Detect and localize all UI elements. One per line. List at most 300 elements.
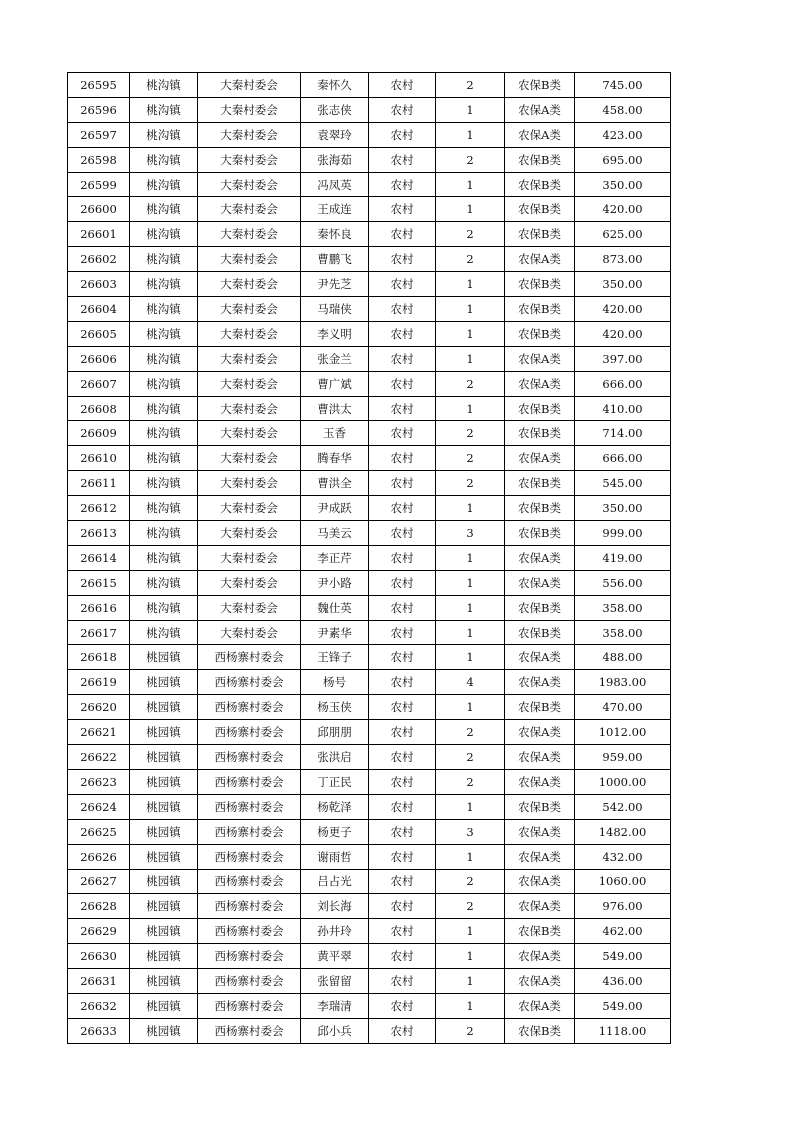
village-committee-cell: 西杨寨村委会 <box>198 745 301 770</box>
village-committee-cell: 西杨寨村委会 <box>198 919 301 944</box>
amount-cell: 432.00 <box>575 844 671 869</box>
insurance-category-cell: 农保B类 <box>505 172 575 197</box>
amount-cell: 419.00 <box>575 545 671 570</box>
household-count-cell: 1 <box>436 645 505 670</box>
amount-cell: 358.00 <box>575 620 671 645</box>
insurance-category-cell: 农保B类 <box>505 496 575 521</box>
record-number-cell: 26612 <box>68 496 130 521</box>
table-row <box>68 545 671 570</box>
town-cell: 桃园镇 <box>130 645 198 670</box>
insurance-category-cell: 农保B类 <box>505 1018 575 1043</box>
person-name-cell: 丁正民 <box>301 769 369 794</box>
area-type-cell: 农村 <box>369 421 436 446</box>
person-name-cell: 杨号 <box>301 670 369 695</box>
table-row <box>68 869 671 894</box>
village-committee-cell: 西杨寨村委会 <box>198 645 301 670</box>
amount-cell: 420.00 <box>575 197 671 222</box>
table-row <box>68 346 671 371</box>
household-count-cell: 1 <box>436 321 505 346</box>
household-count-cell: 1 <box>436 919 505 944</box>
insurance-category-cell: 农保A类 <box>505 720 575 745</box>
household-count-cell: 1 <box>436 595 505 620</box>
insurance-category-cell: 农保A类 <box>505 346 575 371</box>
record-number-cell: 26608 <box>68 396 130 421</box>
amount-cell: 488.00 <box>575 645 671 670</box>
person-name-cell: 张海茹 <box>301 147 369 172</box>
amount-cell: 625.00 <box>575 222 671 247</box>
amount-cell: 1000.00 <box>575 769 671 794</box>
person-name-cell: 尹先芝 <box>301 272 369 297</box>
record-number-cell: 26618 <box>68 645 130 670</box>
household-count-cell: 1 <box>436 396 505 421</box>
village-committee-cell: 西杨寨村委会 <box>198 769 301 794</box>
amount-cell: 358.00 <box>575 595 671 620</box>
household-count-cell: 1 <box>436 172 505 197</box>
insurance-category-cell: 农保A类 <box>505 97 575 122</box>
person-name-cell: 腾春华 <box>301 446 369 471</box>
household-count-cell: 2 <box>436 869 505 894</box>
record-number-cell: 26622 <box>68 745 130 770</box>
table-row <box>68 720 671 745</box>
town-cell: 桃园镇 <box>130 819 198 844</box>
table-row <box>68 769 671 794</box>
insurance-category-cell: 农保A类 <box>505 645 575 670</box>
household-count-cell: 1 <box>436 496 505 521</box>
area-type-cell: 农村 <box>369 745 436 770</box>
person-name-cell: 张金兰 <box>301 346 369 371</box>
table-row <box>68 172 671 197</box>
town-cell: 桃沟镇 <box>130 147 198 172</box>
village-committee-cell: 大秦村委会 <box>198 471 301 496</box>
person-name-cell: 李义明 <box>301 321 369 346</box>
area-type-cell: 农村 <box>369 844 436 869</box>
area-type-cell: 农村 <box>369 297 436 322</box>
household-count-cell: 1 <box>436 620 505 645</box>
amount-cell: 976.00 <box>575 894 671 919</box>
town-cell: 桃园镇 <box>130 695 198 720</box>
insurance-category-cell: 农保A类 <box>505 670 575 695</box>
household-count-cell: 3 <box>436 819 505 844</box>
village-committee-cell: 西杨寨村委会 <box>198 894 301 919</box>
insurance-category-cell: 农保A类 <box>505 894 575 919</box>
area-type-cell: 农村 <box>369 819 436 844</box>
amount-cell: 666.00 <box>575 446 671 471</box>
village-committee-cell: 大秦村委会 <box>198 197 301 222</box>
household-count-cell: 2 <box>436 894 505 919</box>
person-name-cell: 张洪启 <box>301 745 369 770</box>
amount-cell: 462.00 <box>575 919 671 944</box>
table-row <box>68 993 671 1018</box>
area-type-cell: 农村 <box>369 869 436 894</box>
amount-cell: 1012.00 <box>575 720 671 745</box>
insurance-category-cell: 农保A类 <box>505 545 575 570</box>
insurance-category-cell: 农保A类 <box>505 993 575 1018</box>
table-row <box>68 894 671 919</box>
area-type-cell: 农村 <box>369 919 436 944</box>
amount-cell: 410.00 <box>575 396 671 421</box>
table-row <box>68 670 671 695</box>
town-cell: 桃沟镇 <box>130 73 198 98</box>
table-row <box>68 595 671 620</box>
household-count-cell: 3 <box>436 521 505 546</box>
area-type-cell: 农村 <box>369 272 436 297</box>
household-count-cell: 1 <box>436 545 505 570</box>
household-count-cell: 2 <box>436 147 505 172</box>
household-count-cell: 1 <box>436 97 505 122</box>
amount-cell: 999.00 <box>575 521 671 546</box>
town-cell: 桃沟镇 <box>130 570 198 595</box>
table-row <box>68 97 671 122</box>
village-committee-cell: 大秦村委会 <box>198 396 301 421</box>
person-name-cell: 李瑞清 <box>301 993 369 1018</box>
insurance-category-cell: 农保A类 <box>505 122 575 147</box>
table-row <box>68 695 671 720</box>
person-name-cell: 冯凤英 <box>301 172 369 197</box>
person-name-cell: 张留留 <box>301 969 369 994</box>
town-cell: 桃园镇 <box>130 894 198 919</box>
insurance-category-cell: 农保B类 <box>505 794 575 819</box>
area-type-cell: 农村 <box>369 969 436 994</box>
table-row <box>68 371 671 396</box>
record-number-cell: 26610 <box>68 446 130 471</box>
amount-cell: 350.00 <box>575 172 671 197</box>
household-count-cell: 1 <box>436 122 505 147</box>
insurance-category-cell: 农保A类 <box>505 745 575 770</box>
person-name-cell: 吕占光 <box>301 869 369 894</box>
record-number-cell: 26599 <box>68 172 130 197</box>
record-number-cell: 26614 <box>68 545 130 570</box>
record-number-cell: 26625 <box>68 819 130 844</box>
table-row <box>68 147 671 172</box>
area-type-cell: 农村 <box>369 346 436 371</box>
amount-cell: 420.00 <box>575 321 671 346</box>
village-committee-cell: 大秦村委会 <box>198 73 301 98</box>
area-type-cell: 农村 <box>369 73 436 98</box>
village-committee-cell: 西杨寨村委会 <box>198 944 301 969</box>
person-name-cell: 张志侠 <box>301 97 369 122</box>
insurance-category-cell: 农保B类 <box>505 695 575 720</box>
record-number-cell: 26604 <box>68 297 130 322</box>
household-count-cell: 2 <box>436 1018 505 1043</box>
person-name-cell: 黄平翠 <box>301 944 369 969</box>
record-number-cell: 26631 <box>68 969 130 994</box>
household-count-cell: 2 <box>436 720 505 745</box>
person-name-cell: 尹素华 <box>301 620 369 645</box>
town-cell: 桃沟镇 <box>130 97 198 122</box>
amount-cell: 695.00 <box>575 147 671 172</box>
table-row <box>68 794 671 819</box>
amount-cell: 470.00 <box>575 695 671 720</box>
area-type-cell: 农村 <box>369 247 436 272</box>
insurance-category-cell: 农保B类 <box>505 521 575 546</box>
village-committee-cell: 大秦村委会 <box>198 545 301 570</box>
amount-cell: 420.00 <box>575 297 671 322</box>
record-number-cell: 26633 <box>68 1018 130 1043</box>
area-type-cell: 农村 <box>369 197 436 222</box>
insurance-category-cell: 农保B类 <box>505 147 575 172</box>
record-number-cell: 26627 <box>68 869 130 894</box>
village-committee-cell: 大秦村委会 <box>198 247 301 272</box>
insurance-category-cell: 农保B类 <box>505 73 575 98</box>
household-count-cell: 2 <box>436 769 505 794</box>
table-row <box>68 844 671 869</box>
area-type-cell: 农村 <box>369 147 436 172</box>
person-name-cell: 王锋子 <box>301 645 369 670</box>
insurance-category-cell: 农保B类 <box>505 620 575 645</box>
record-number-cell: 26617 <box>68 620 130 645</box>
person-name-cell: 杨玉侠 <box>301 695 369 720</box>
record-number-cell: 26603 <box>68 272 130 297</box>
area-type-cell: 农村 <box>369 471 436 496</box>
amount-cell: 959.00 <box>575 745 671 770</box>
household-count-cell: 2 <box>436 421 505 446</box>
amount-cell: 350.00 <box>575 496 671 521</box>
household-count-cell: 2 <box>436 222 505 247</box>
amount-cell: 745.00 <box>575 73 671 98</box>
town-cell: 桃园镇 <box>130 1018 198 1043</box>
village-committee-cell: 大秦村委会 <box>198 446 301 471</box>
town-cell: 桃沟镇 <box>130 321 198 346</box>
village-committee-cell: 大秦村委会 <box>198 421 301 446</box>
town-cell: 桃沟镇 <box>130 122 198 147</box>
village-committee-cell: 西杨寨村委会 <box>198 869 301 894</box>
area-type-cell: 农村 <box>369 172 436 197</box>
village-committee-cell: 大秦村委会 <box>198 147 301 172</box>
table-row <box>68 421 671 446</box>
area-type-cell: 农村 <box>369 670 436 695</box>
household-count-cell: 1 <box>436 695 505 720</box>
amount-cell: 542.00 <box>575 794 671 819</box>
town-cell: 桃沟镇 <box>130 446 198 471</box>
area-type-cell: 农村 <box>369 620 436 645</box>
table-row <box>68 496 671 521</box>
insurance-category-cell: 农保A类 <box>505 969 575 994</box>
record-number-cell: 26606 <box>68 346 130 371</box>
area-type-cell: 农村 <box>369 1018 436 1043</box>
area-type-cell: 农村 <box>369 496 436 521</box>
amount-cell: 873.00 <box>575 247 671 272</box>
table-row <box>68 396 671 421</box>
table-row <box>68 944 671 969</box>
area-type-cell: 农村 <box>369 396 436 421</box>
table-row <box>68 1018 671 1043</box>
record-number-cell: 26632 <box>68 993 130 1018</box>
record-number-cell: 26616 <box>68 595 130 620</box>
person-name-cell: 袁翠玲 <box>301 122 369 147</box>
insurance-category-cell: 农保B类 <box>505 297 575 322</box>
village-committee-cell: 大秦村委会 <box>198 122 301 147</box>
table-row <box>68 197 671 222</box>
insurance-category-cell: 农保A类 <box>505 769 575 794</box>
table-row <box>68 247 671 272</box>
village-committee-cell: 西杨寨村委会 <box>198 794 301 819</box>
table-row <box>68 521 671 546</box>
town-cell: 桃沟镇 <box>130 545 198 570</box>
town-cell: 桃园镇 <box>130 993 198 1018</box>
insurance-category-cell: 农保A类 <box>505 869 575 894</box>
person-name-cell: 秦怀久 <box>301 73 369 98</box>
area-type-cell: 农村 <box>369 645 436 670</box>
household-count-cell: 1 <box>436 944 505 969</box>
village-committee-cell: 西杨寨村委会 <box>198 969 301 994</box>
person-name-cell: 李正芹 <box>301 545 369 570</box>
insurance-category-cell: 农保B类 <box>505 471 575 496</box>
town-cell: 桃沟镇 <box>130 247 198 272</box>
person-name-cell: 秦怀良 <box>301 222 369 247</box>
table-row <box>68 919 671 944</box>
record-number-cell: 26620 <box>68 695 130 720</box>
record-number-cell: 26628 <box>68 894 130 919</box>
roster-table <box>67 72 671 1044</box>
amount-cell: 350.00 <box>575 272 671 297</box>
town-cell: 桃沟镇 <box>130 421 198 446</box>
insurance-category-cell: 农保B类 <box>505 272 575 297</box>
town-cell: 桃园镇 <box>130 969 198 994</box>
household-count-cell: 2 <box>436 247 505 272</box>
area-type-cell: 农村 <box>369 695 436 720</box>
record-number-cell: 26602 <box>68 247 130 272</box>
table-row <box>68 73 671 98</box>
household-count-cell: 1 <box>436 844 505 869</box>
household-count-cell: 1 <box>436 197 505 222</box>
insurance-category-cell: 农保B类 <box>505 421 575 446</box>
person-name-cell: 邱朋朋 <box>301 720 369 745</box>
table-row <box>68 222 671 247</box>
person-name-cell: 马瑞侠 <box>301 297 369 322</box>
town-cell: 桃沟镇 <box>130 396 198 421</box>
record-number-cell: 26597 <box>68 122 130 147</box>
village-committee-cell: 西杨寨村委会 <box>198 1018 301 1043</box>
town-cell: 桃沟镇 <box>130 297 198 322</box>
insurance-category-cell: 农保B类 <box>505 396 575 421</box>
household-count-cell: 4 <box>436 670 505 695</box>
person-name-cell: 曹广斌 <box>301 371 369 396</box>
table-row <box>68 969 671 994</box>
person-name-cell: 尹成跃 <box>301 496 369 521</box>
town-cell: 桃园镇 <box>130 720 198 745</box>
amount-cell: 549.00 <box>575 944 671 969</box>
town-cell: 桃园镇 <box>130 869 198 894</box>
village-committee-cell: 西杨寨村委会 <box>198 844 301 869</box>
table-row <box>68 471 671 496</box>
household-count-cell: 1 <box>436 346 505 371</box>
insurance-category-cell: 农保B类 <box>505 595 575 620</box>
amount-cell: 397.00 <box>575 346 671 371</box>
area-type-cell: 农村 <box>369 321 436 346</box>
person-name-cell: 曹洪全 <box>301 471 369 496</box>
record-number-cell: 26598 <box>68 147 130 172</box>
town-cell: 桃园镇 <box>130 944 198 969</box>
household-count-cell: 1 <box>436 993 505 1018</box>
village-committee-cell: 大秦村委会 <box>198 172 301 197</box>
person-name-cell: 刘长海 <box>301 894 369 919</box>
village-committee-cell: 大秦村委会 <box>198 272 301 297</box>
village-committee-cell: 大秦村委会 <box>198 595 301 620</box>
person-name-cell: 谢雨哲 <box>301 844 369 869</box>
record-number-cell: 26607 <box>68 371 130 396</box>
amount-cell: 1060.00 <box>575 869 671 894</box>
village-committee-cell: 西杨寨村委会 <box>198 993 301 1018</box>
roster-table-body <box>68 73 671 1044</box>
area-type-cell: 农村 <box>369 446 436 471</box>
person-name-cell: 孙井玲 <box>301 919 369 944</box>
town-cell: 桃园镇 <box>130 769 198 794</box>
town-cell: 桃沟镇 <box>130 197 198 222</box>
area-type-cell: 农村 <box>369 993 436 1018</box>
table-row <box>68 570 671 595</box>
town-cell: 桃沟镇 <box>130 620 198 645</box>
village-committee-cell: 大秦村委会 <box>198 97 301 122</box>
household-count-cell: 2 <box>436 73 505 98</box>
table-row <box>68 620 671 645</box>
household-count-cell: 2 <box>436 471 505 496</box>
table-row <box>68 321 671 346</box>
household-count-cell: 1 <box>436 297 505 322</box>
village-committee-cell: 大秦村委会 <box>198 297 301 322</box>
household-count-cell: 1 <box>436 969 505 994</box>
insurance-category-cell: 农保A类 <box>505 819 575 844</box>
record-number-cell: 26626 <box>68 844 130 869</box>
record-number-cell: 26595 <box>68 73 130 98</box>
record-number-cell: 26619 <box>68 670 130 695</box>
amount-cell: 545.00 <box>575 471 671 496</box>
amount-cell: 666.00 <box>575 371 671 396</box>
table-row <box>68 645 671 670</box>
insurance-category-cell: 农保A类 <box>505 446 575 471</box>
record-number-cell: 26596 <box>68 97 130 122</box>
area-type-cell: 农村 <box>369 97 436 122</box>
town-cell: 桃沟镇 <box>130 371 198 396</box>
amount-cell: 1482.00 <box>575 819 671 844</box>
village-committee-cell: 大秦村委会 <box>198 321 301 346</box>
village-committee-cell: 西杨寨村委会 <box>198 819 301 844</box>
insurance-category-cell: 农保B类 <box>505 197 575 222</box>
person-name-cell: 马美云 <box>301 521 369 546</box>
area-type-cell: 农村 <box>369 545 436 570</box>
area-type-cell: 农村 <box>369 769 436 794</box>
amount-cell: 1118.00 <box>575 1018 671 1043</box>
insurance-category-cell: 农保A类 <box>505 371 575 396</box>
record-number-cell: 26629 <box>68 919 130 944</box>
table-row <box>68 446 671 471</box>
household-count-cell: 1 <box>436 570 505 595</box>
record-number-cell: 26630 <box>68 944 130 969</box>
household-count-cell: 2 <box>436 371 505 396</box>
area-type-cell: 农村 <box>369 720 436 745</box>
record-number-cell: 26600 <box>68 197 130 222</box>
town-cell: 桃园镇 <box>130 844 198 869</box>
person-name-cell: 杨更子 <box>301 819 369 844</box>
town-cell: 桃沟镇 <box>130 595 198 620</box>
town-cell: 桃园镇 <box>130 919 198 944</box>
village-committee-cell: 大秦村委会 <box>198 521 301 546</box>
record-number-cell: 26624 <box>68 794 130 819</box>
record-number-cell: 26611 <box>68 471 130 496</box>
town-cell: 桃园镇 <box>130 745 198 770</box>
table-row <box>68 122 671 147</box>
person-name-cell: 尹小路 <box>301 570 369 595</box>
household-count-cell: 2 <box>436 446 505 471</box>
table-row <box>68 745 671 770</box>
village-committee-cell: 大秦村委会 <box>198 346 301 371</box>
insurance-category-cell: 农保B类 <box>505 222 575 247</box>
area-type-cell: 农村 <box>369 595 436 620</box>
amount-cell: 436.00 <box>575 969 671 994</box>
table-row <box>68 272 671 297</box>
town-cell: 桃园镇 <box>130 794 198 819</box>
record-number-cell: 26609 <box>68 421 130 446</box>
record-number-cell: 26613 <box>68 521 130 546</box>
